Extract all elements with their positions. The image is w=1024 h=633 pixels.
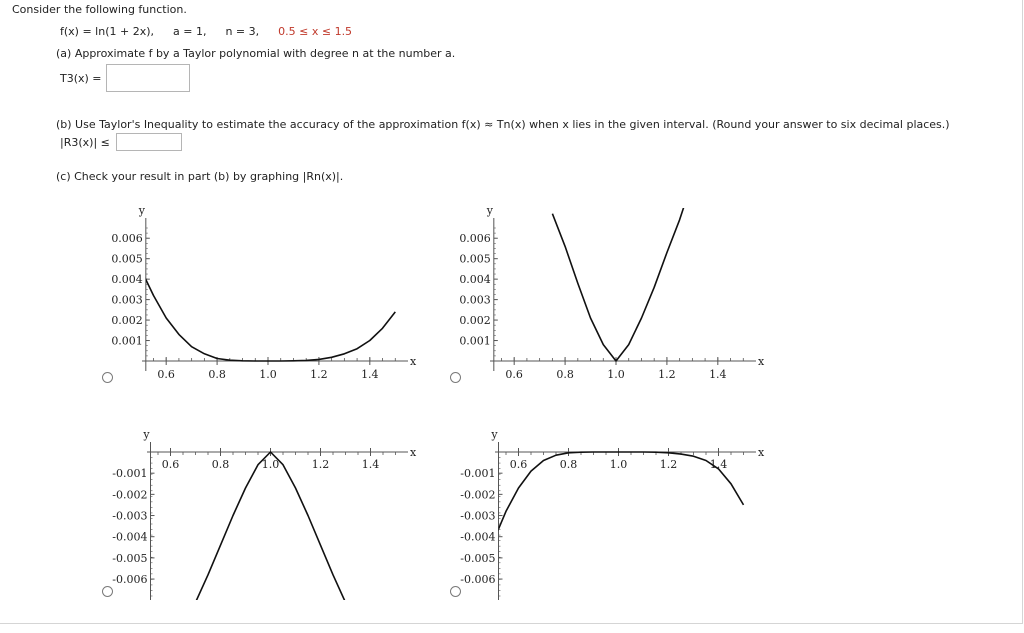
part-a-prompt: (a) Approximate f by a Taylor polynomial with degree n at the number a. bbox=[56, 47, 456, 60]
chart-c-y-tick-label: -0.001 bbox=[112, 467, 148, 481]
chart-a-y-tick-label: 0.004 bbox=[111, 273, 143, 287]
chart-d-x-label: x bbox=[758, 446, 765, 459]
n-value: n = 3, bbox=[225, 25, 260, 38]
chart-a-x-tick-label: 1.2 bbox=[310, 368, 328, 381]
chart-c-curve bbox=[196, 452, 359, 630]
interval: 0.5 ≤ x ≤ 1.5 bbox=[278, 25, 353, 38]
chart-a-y-tick-label: 0.005 bbox=[111, 252, 143, 266]
chart-c-y-label: y bbox=[143, 428, 150, 441]
chart-b-y-tick-label: 0.006 bbox=[459, 232, 491, 246]
chart-d-y-label: y bbox=[491, 428, 498, 441]
chart-b-y-label: y bbox=[486, 204, 493, 217]
part-c-prompt: (c) Check your result in part (b) by graphing |Rn(x)|. bbox=[56, 170, 344, 183]
chart-a-y-tick-label: 0.002 bbox=[111, 314, 143, 328]
chart-b-y-tick-label: 0.002 bbox=[459, 314, 491, 328]
chart-a-x-tick-label: 1.0 bbox=[259, 368, 277, 381]
chart-b-y-tick-label: 0.001 bbox=[459, 334, 491, 348]
part-b-prompt: (b) Use Taylor's Inequality to estimate the accuracy of the approximation f(x) ≈ Tn(x) when x lies in the given interval. (Round your answer to six decimal places.) bbox=[56, 118, 950, 131]
chart-d-y-tick-label: -0.001 bbox=[460, 467, 496, 481]
a-value: a = 1, bbox=[173, 25, 207, 38]
chart-d-x-tick-label: 1.2 bbox=[659, 458, 678, 471]
chart-c-x-tick-label: 1.2 bbox=[311, 458, 330, 471]
chart-c-y-tick-label: -0.004 bbox=[112, 530, 148, 544]
chart-d-x-tick-label: 1.0 bbox=[609, 458, 628, 471]
part-b-label: |R3(x)| ≤ bbox=[60, 136, 110, 149]
chart-d-x-tick-label: 0.8 bbox=[559, 458, 578, 471]
chart-b-y-tick-label: 0.003 bbox=[459, 293, 491, 307]
chart-c-x-label: x bbox=[410, 446, 417, 459]
chart-a-x-tick-label: 1.4 bbox=[361, 368, 379, 381]
chart-c-x-tick-label: 0.6 bbox=[161, 458, 180, 471]
chart-d-y-tick-label: -0.005 bbox=[460, 551, 496, 565]
chart-b-x-label: x bbox=[758, 355, 765, 368]
chart-d-y-tick-label: -0.003 bbox=[460, 509, 496, 523]
chart-b-y-tick-label: 0.005 bbox=[459, 252, 491, 266]
chart-d-x-tick-label: 0.6 bbox=[509, 458, 528, 471]
chart-a-y-tick-label: 0.006 bbox=[111, 232, 143, 246]
chart-b-x-tick-label: 0.8 bbox=[556, 368, 574, 381]
chart-a-x-tick-label: 0.6 bbox=[157, 368, 175, 381]
chart-b-curve bbox=[552, 181, 692, 361]
chart-d-y-tick-label: -0.006 bbox=[460, 573, 496, 587]
chart-c-x-tick-label: 0.8 bbox=[211, 458, 230, 471]
chart-a-curve bbox=[141, 269, 396, 361]
chart-d-y-tick-label: -0.004 bbox=[460, 530, 496, 544]
chart-a-y-tick-label: 0.001 bbox=[111, 334, 143, 348]
chart-c-y-tick-label: -0.002 bbox=[112, 488, 148, 502]
chart-c-y-tick-label: -0.006 bbox=[112, 573, 148, 587]
chart-a-y-tick-label: 0.003 bbox=[111, 293, 143, 307]
chart-b-y-tick-label: 0.004 bbox=[459, 273, 491, 287]
chart-b-x-tick-label: 1.4 bbox=[709, 368, 727, 381]
chart-d-y-tick-label: -0.002 bbox=[460, 488, 496, 502]
chart-b-x-tick-label: 1.0 bbox=[607, 368, 625, 381]
chart-d-x-tick-label: 1.4 bbox=[709, 458, 728, 471]
part-a-label: T3(x) = bbox=[60, 72, 102, 85]
chart-a-y-label: y bbox=[138, 204, 145, 217]
chart-a-x-label: x bbox=[410, 355, 417, 368]
chart-a-x-tick-label: 0.8 bbox=[208, 368, 226, 381]
chart-c-y-tick-label: -0.003 bbox=[112, 509, 148, 523]
chart-c-x-tick-label: 1.4 bbox=[361, 458, 380, 471]
chart-c-x-tick-label: 1.0 bbox=[261, 458, 280, 471]
intro-text: Consider the following function. bbox=[12, 3, 187, 16]
function-def: f(x) = ln(1 + 2x), bbox=[60, 25, 154, 38]
chart-b-x-tick-label: 1.2 bbox=[658, 368, 676, 381]
chart-b-x-tick-label: 0.6 bbox=[505, 368, 523, 381]
chart-c-y-tick-label: -0.005 bbox=[112, 551, 148, 565]
